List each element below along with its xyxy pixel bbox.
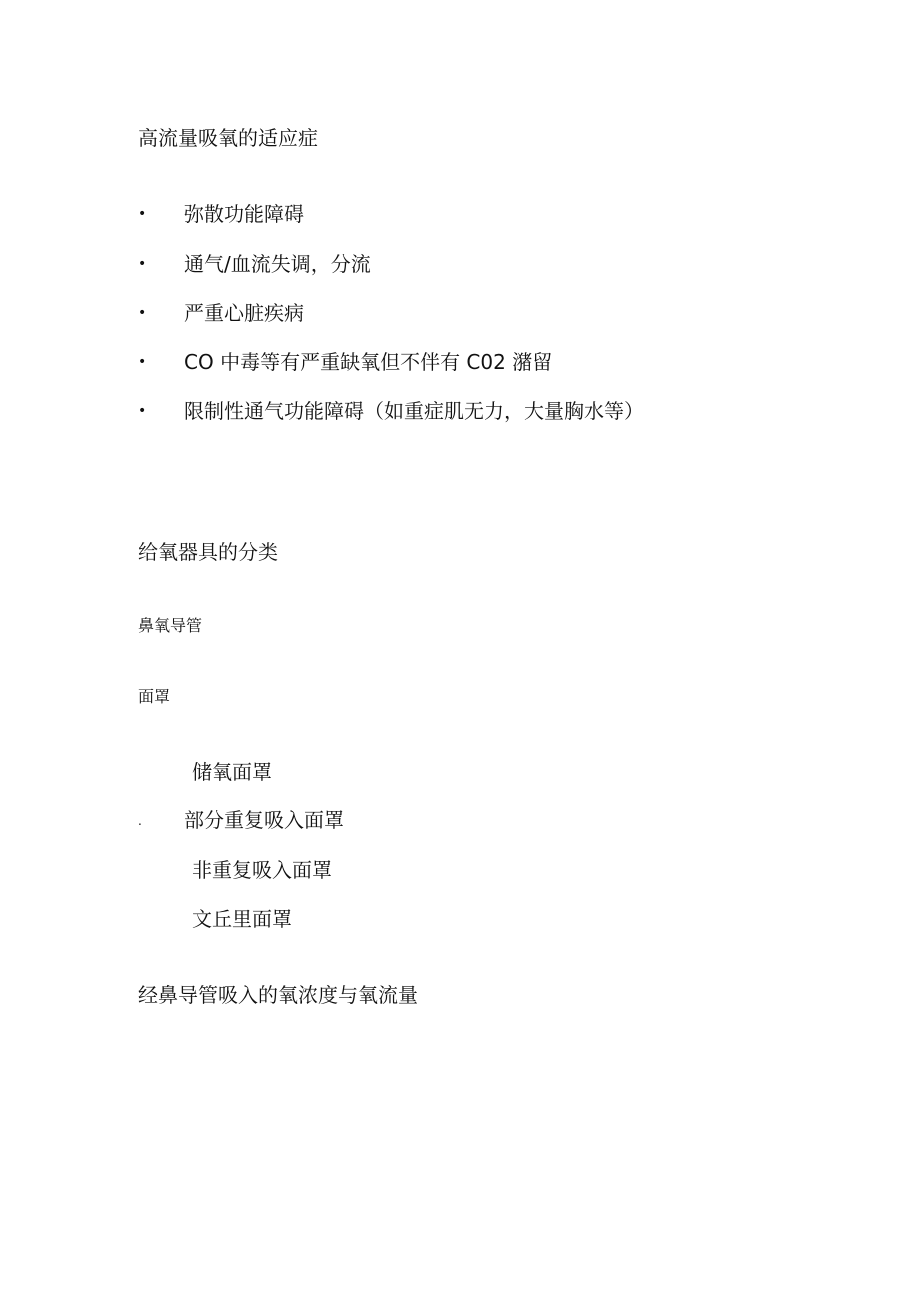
list-item [138, 254, 738, 276]
list-item-text: 限制性通气功能障碍（如重症肌无力，大量胸水等） [184, 399, 644, 423]
list-item [138, 401, 738, 423]
bullet-icon: • [138, 403, 147, 419]
device-mask: 面罩 [138, 687, 171, 706]
list-item-text: 严重心脏疾病 [184, 301, 304, 325]
bullet-icon: • [138, 206, 147, 222]
list-item [138, 204, 738, 226]
bullet-icon: • [138, 305, 147, 321]
mask-type-item: 文丘里面罩 [192, 907, 292, 931]
list-item-text: 弥散功能障碍 [184, 202, 304, 226]
section-title-indications: 高流量吸氧的适应症 [138, 126, 318, 150]
bullet-icon: • [138, 354, 147, 370]
section-title-oxygen-concentration: 经鼻导管吸入的氧浓度与氧流量 [138, 983, 418, 1007]
mask-type-item: 非重复吸入面罩 [192, 858, 332, 882]
list-item-text: 通气/血流失调，分流 [184, 252, 371, 276]
mask-type-item: 储氧面罩 [192, 760, 272, 784]
list-item [138, 352, 738, 374]
mask-type-text: 部分重复吸入面罩 [184, 808, 344, 832]
dot-marker: . [138, 814, 142, 828]
list-item [138, 303, 738, 325]
mask-type-item [138, 810, 538, 832]
device-nasal-cannula: 鼻氧导管 [138, 616, 203, 635]
list-item-text: CO 中毒等有严重缺氧但不伴有 C02 潴留 [184, 350, 553, 374]
section-title-devices: 给氧器具的分类 [138, 540, 278, 564]
bullet-icon: • [138, 256, 147, 272]
